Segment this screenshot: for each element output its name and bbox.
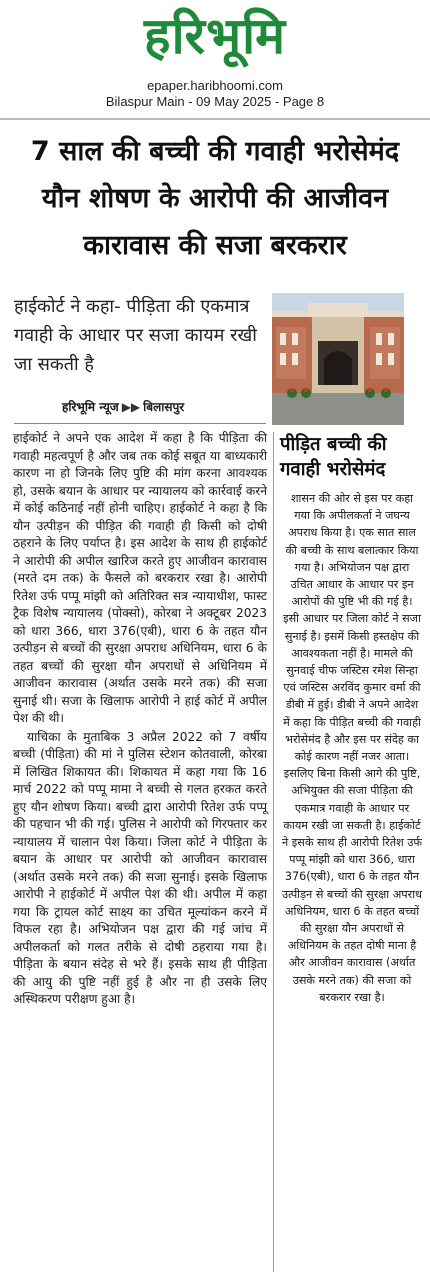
- body-paragraph: हाईकोर्ट ने अपने एक आदेश में कहा है कि पीड़िता की गवाही महत्वपूर्ण है और जब तक कोई सबूत या बाध्यकारी कारण ना हो जिनके लिए पुष्टि की मांग करना आवश्यक हो, उसके बयान के आधार पर न्यायालय को कार्रवाई करने में कोई कठिनाई नहीं होनी चाहिए। हाईकोर्ट ने कहा है कि यौन उत्पीड़न की पीड़ित की गवाही ही किसी को दोषी ठहराने के लिए पर्याप्त है। इस आदेश के साथ ही हाईकोर्ट ने आरोपी की अपील खारिज करते हुए आजीवन कारावास (मरते दम तक) के फैसले को बरकरार रखा है। आरोपी रितेश उर्फ पप्पू मांझी को अतिरिक्त सत्र न्यायाधीश, फास्ट ट्रैक विशेष न्यायालय (पोक्सो), कोरबा ने अक्टूबर 2023 को धारा 366, धारा 376(एबी), धारा 6 के तहत यौन उत्पीड़न से बच्चों की सुरक्षा अपराध अधिनियम, धारा 6 के तहत बच्चों की सुरक्षा यौन अपराधों से अधिनियम में आजीवन कारावास (अर्थात उसके मरने तक) की सजा सुनाई थी। सजा के खिलाफ आरोपी ने हाई कोर्ट में अपील पेश की थी।: [13, 431, 267, 725]
- article-subhead: हाईकोर्ट ने कहा- पीड़िता की एकमात्र गवाही के आधार पर सजा कायम रखी जा सकती है: [14, 296, 257, 375]
- byline-place: बिलासपुर: [143, 400, 185, 414]
- logo-wordmark: हरिभूमि: [144, 7, 286, 65]
- article-headline: 7 साल की बच्ची की गवाही भरोसेमंद यौन शोषण के आरोपी की आजीवन कारावास की सजा बरकरार: [30, 136, 400, 261]
- byline-brand: हरिभूमि न्यूज: [62, 400, 119, 414]
- edition-info: Bilaspur Main - 09 May 2025 - Page 8: [105, 94, 325, 109]
- sidebar-heading: पीड़ित बच्ची की गवाही भरोसेमंद: [280, 434, 387, 480]
- byline-divider: [14, 423, 266, 424]
- haribhoomi-logo[interactable]: [95, 4, 335, 74]
- play-arrows-icon: ▶▶: [121, 400, 141, 414]
- body-paragraph: याचिका के मुताबिक 3 अप्रैल 2022 को 7 वर्षीय बच्ची (पीड़िता) की मां ने पुलिस स्टेशन कोतवाली, कोरबा में लिखित शिकायत की। शिकायत में कहा गया कि 16 मार्च 2022 को पप्पू मामा ने बच्ची से गलत हरकत करते हुए यौन शोषण किया। बच्ची द्वारा आरोपी रितेश उर्फ पप्पू की पहचान भी की गई। पुलिस ने आरोपी को गिरफ्तार कर न्यायालय में चालान पेश किया। जिला कोर्ट ने पीड़िता के बयान के आधार पर आरोपी को आजीवन कारावास (अर्थात उसके मरने तक) की सजा सुनाई। इसके खिलाफ आरोपी ने हाईकोर्ट में अपील पेश की थी। अपील में कहा गया कि ट्रायल कोर्ट साक्ष्य का उचित मूल्यांकन करने में विफल रहा है। अभियोजन पक्ष द्वारा की गई जांच में अपीलकर्ता को गलत तरीके से दोषी ठहराया गया है। पीड़िता के बयान संदेह से भरे हैं। इसके साथ ही पीड़िता की आयु की पुष्टि नहीं हुई है और ना ही उसके लिए अस्थिकरण परीक्षण हुआ है।: [13, 729, 267, 1006]
- masthead-divider: [0, 118, 430, 120]
- building-image: [272, 293, 404, 425]
- masthead: [0, 0, 430, 120]
- high-court-building-photo: [272, 293, 404, 425]
- sidebar-text: शासन की ओर से इस पर कहा गया कि अपीलकर्ता ने जघन्य अपराध किया है। एक सात साल की बच्ची के साथ बलात्कार किया गया है। अभियोजन पक्ष द्वारा उचित आधार के आधार पर इन आरोपों की पुष्टि भी की गई है। इसी आधार पर जिला कोर्ट ने सजा सुनाई है। इसमें किसी हस्तक्षेप की आवश्यकता नहीं है। मामले की सुनवाई चीफ जस्टिस रमेश सिन्हा एवं जस्टिस अरविंद कुमार वर्मा की डीबी में हुई। डीबी ने अपने आदेश में कहा कि पीड़ित बच्ची की गवाही भरोसेमंद है और इस पर संदेह का कोई कारण नहीं नजर आता। इसलिए बिना किसी आगे की पुष्टि, अभियुक्त की सजा पीड़िता की एकमात्र गवाही के आधार पर कायम रखी जा सकती है। हाईकोर्ट ने इसके साथ ही आरोपी रितेश उर्फ पप्पू मांझी को धारा 366, धारा 376(एबी), धारा 6 के तहत यौन उत्पीड़न से बच्चों की सुरक्षा अपराध अधिनियम, धारा 6 के तहत बच्चों की सुरक्षा यौन अपराधों से अधिनियम के तहत दोषी माना है और आजीवन कारावास (अर्थात उसके मरने तक) की सजा को बरकरार रखा है।: [282, 492, 423, 1004]
- site-url: epaper.haribhoomi.com: [147, 78, 283, 93]
- article-body: [13, 430, 267, 1009]
- column-divider: [273, 432, 274, 1272]
- byline: [62, 398, 262, 415]
